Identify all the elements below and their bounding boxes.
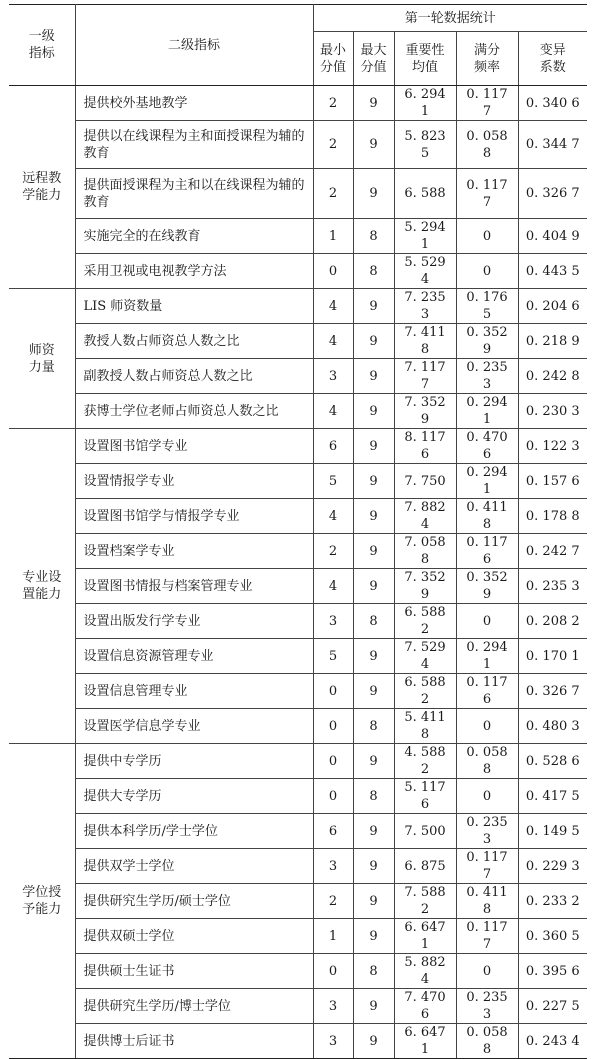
importance-mean: 7. 750 — [394, 464, 456, 499]
importance-mean: 7. 352 9 — [394, 569, 456, 604]
level2-indicator: 提供双学士学位 — [75, 849, 313, 884]
full-score-frequency: 0. 117 7 — [456, 86, 518, 121]
table-row — [9, 674, 587, 709]
importance-mean: 6. 647 1 — [394, 919, 456, 954]
min-value: 2 — [313, 169, 353, 219]
level2-indicator: 设置信息资源管理专业 — [75, 639, 313, 674]
max-value: 8 — [353, 709, 394, 744]
max-value: 9 — [353, 429, 394, 464]
table-row — [9, 464, 587, 499]
importance-mean: 5. 823 5 — [394, 121, 456, 169]
level2-indicator: 提供中专学历 — [75, 744, 313, 779]
variation-coefficient: 0. 417 5 — [518, 779, 587, 814]
max-value: 9 — [353, 359, 394, 394]
full-score-frequency: 0. 294 1 — [456, 464, 518, 499]
max-value: 9 — [353, 674, 394, 709]
variation-coefficient: 0. 218 9 — [518, 324, 587, 359]
min-value: 1 — [313, 919, 353, 954]
max-value: 8 — [353, 954, 394, 989]
importance-mean: 5. 294 1 — [394, 219, 456, 254]
level2-indicator: 设置信息管理专业 — [75, 674, 313, 709]
importance-mean: 6. 588 2 — [394, 604, 456, 639]
table-row — [9, 954, 587, 989]
max-value: 9 — [353, 884, 394, 919]
importance-mean: 7. 882 4 — [394, 499, 456, 534]
full-score-frequency: 0. 235 3 — [456, 989, 518, 1024]
max-value: 9 — [353, 1024, 394, 1059]
importance-mean: 7. 500 — [394, 814, 456, 849]
full-score-frequency: 0 — [456, 779, 518, 814]
level2-indicator: 采用卫视或电视教学方法 — [75, 254, 313, 289]
variation-coefficient: 0. 170 1 — [518, 639, 587, 674]
importance-mean: 7. 411 8 — [394, 324, 456, 359]
min-value: 2 — [313, 86, 353, 121]
table-row — [9, 534, 587, 569]
level2-indicator: 设置医学信息学专业 — [75, 709, 313, 744]
level2-indicator: 获博士学位老师占师资总人数之比 — [75, 394, 313, 429]
header-round1: 第一轮数据统计 — [313, 5, 587, 32]
importance-mean: 7. 352 9 — [394, 394, 456, 429]
max-value: 9 — [353, 86, 394, 121]
min-value: 6 — [313, 814, 353, 849]
max-value: 9 — [353, 289, 394, 324]
level2-indicator: 提供以在线课程为主和面授课程为辅的教育 — [75, 121, 313, 169]
variation-coefficient: 0. 443 5 — [518, 254, 587, 289]
full-score-frequency: 0. 294 1 — [456, 639, 518, 674]
table-row — [9, 604, 587, 639]
full-score-frequency: 0. 411 8 — [456, 884, 518, 919]
max-value: 8 — [353, 254, 394, 289]
importance-mean: 7. 235 3 — [394, 289, 456, 324]
variation-coefficient: 0. 235 3 — [518, 569, 587, 604]
max-value: 9 — [353, 919, 394, 954]
level2-indicator: 设置图书情报与档案管理专业 — [75, 569, 313, 604]
level2-indicator: 副教授人数占师资总人数之比 — [75, 359, 313, 394]
min-value: 0 — [313, 674, 353, 709]
importance-mean: 7. 058 8 — [394, 534, 456, 569]
full-score-frequency: 0. 352 9 — [456, 324, 518, 359]
max-value: 9 — [353, 744, 394, 779]
min-value: 0 — [313, 744, 353, 779]
variation-coefficient: 0. 242 7 — [518, 534, 587, 569]
table-row — [9, 394, 587, 429]
min-value: 4 — [313, 289, 353, 324]
table-row — [9, 709, 587, 744]
level2-indicator: 设置情报学专业 — [75, 464, 313, 499]
table-row — [9, 169, 587, 219]
min-value: 2 — [313, 121, 353, 169]
importance-mean: 4. 588 2 — [394, 744, 456, 779]
header-mean: 重要性 均值 — [394, 32, 456, 86]
min-value: 6 — [313, 429, 353, 464]
max-value: 8 — [353, 779, 394, 814]
min-value: 4 — [313, 324, 353, 359]
importance-mean: 6. 875 — [394, 849, 456, 884]
variation-coefficient: 0. 243 4 — [518, 1024, 587, 1059]
level2-indicator: 提供校外基地教学 — [75, 86, 313, 121]
importance-mean: 6. 647 1 — [394, 1024, 456, 1059]
variation-coefficient: 0. 208 2 — [518, 604, 587, 639]
table-row — [9, 569, 587, 604]
table-row — [9, 219, 587, 254]
full-score-frequency: 0. 470 6 — [456, 429, 518, 464]
table-row — [9, 86, 587, 121]
min-value: 4 — [313, 499, 353, 534]
max-value: 9 — [353, 849, 394, 884]
variation-coefficient: 0. 204 6 — [518, 289, 587, 324]
variation-coefficient: 0. 404 9 — [518, 219, 587, 254]
importance-mean: 6. 588 2 — [394, 674, 456, 709]
full-score-frequency: 0. 117 6 — [456, 534, 518, 569]
min-value: 3 — [313, 849, 353, 884]
importance-mean: 5. 529 4 — [394, 254, 456, 289]
min-value: 2 — [313, 534, 353, 569]
full-score-frequency: 0 — [456, 219, 518, 254]
table-row — [9, 849, 587, 884]
table-row — [9, 779, 587, 814]
full-score-frequency: 0 — [456, 709, 518, 744]
min-value: 3 — [313, 604, 353, 639]
full-score-frequency: 0. 058 8 — [456, 744, 518, 779]
table-row — [9, 324, 587, 359]
table-row — [9, 289, 587, 324]
min-value: 2 — [313, 884, 353, 919]
level2-indicator: 设置图书馆学与情报学专业 — [75, 499, 313, 534]
header-level2: 二级指标 — [75, 5, 313, 86]
full-score-frequency: 0 — [456, 604, 518, 639]
header-level1: 一级 指标 — [9, 5, 75, 86]
max-value: 8 — [353, 219, 394, 254]
full-score-frequency: 0 — [456, 954, 518, 989]
variation-coefficient: 0. 157 6 — [518, 464, 587, 499]
header-freq: 满分 频率 — [456, 32, 518, 86]
variation-coefficient: 0. 233 2 — [518, 884, 587, 919]
min-value: 1 — [313, 219, 353, 254]
full-score-frequency: 0. 117 6 — [456, 674, 518, 709]
importance-mean: 6. 294 1 — [394, 86, 456, 121]
min-value: 4 — [313, 569, 353, 604]
full-score-frequency: 0. 176 5 — [456, 289, 518, 324]
level2-indicator: 设置图书馆学专业 — [75, 429, 313, 464]
max-value: 8 — [353, 604, 394, 639]
variation-coefficient: 0. 230 3 — [518, 394, 587, 429]
full-score-frequency: 0 — [456, 254, 518, 289]
full-score-frequency: 0. 117 7 — [456, 169, 518, 219]
variation-coefficient: 0. 122 3 — [518, 429, 587, 464]
min-value: 0 — [313, 709, 353, 744]
min-value: 3 — [313, 989, 353, 1024]
importance-mean: 7. 588 2 — [394, 884, 456, 919]
level1-indicator: 师资 力量 — [9, 289, 75, 429]
level1-indicator: 专业设 置能力 — [9, 429, 75, 744]
variation-coefficient: 0. 229 3 — [518, 849, 587, 884]
table-row — [9, 814, 587, 849]
max-value: 9 — [353, 639, 394, 674]
min-value: 5 — [313, 464, 353, 499]
variation-coefficient: 0. 326 7 — [518, 674, 587, 709]
min-value: 0 — [313, 254, 353, 289]
header-cv: 变异 系数 — [518, 32, 587, 86]
full-score-frequency: 0. 235 3 — [456, 814, 518, 849]
header-min: 最小 分值 — [313, 32, 353, 86]
full-score-frequency: 0. 058 8 — [456, 1024, 518, 1059]
max-value: 9 — [353, 394, 394, 429]
table-row — [9, 639, 587, 674]
max-value: 9 — [353, 534, 394, 569]
level2-indicator: 提供博士后证书 — [75, 1024, 313, 1059]
level2-indicator: 提供本科学历/学士学位 — [75, 814, 313, 849]
level2-indicator: 提供大专学历 — [75, 779, 313, 814]
variation-coefficient: 0. 178 8 — [518, 499, 587, 534]
max-value: 9 — [353, 814, 394, 849]
level1-indicator: 学位授 予能力 — [9, 744, 75, 1059]
min-value: 0 — [313, 954, 353, 989]
table-row — [9, 429, 587, 464]
level2-indicator: 教授人数占师资总人数之比 — [75, 324, 313, 359]
variation-coefficient: 0. 480 3 — [518, 709, 587, 744]
min-value: 5 — [313, 639, 353, 674]
min-value: 3 — [313, 359, 353, 394]
importance-mean: 5. 411 8 — [394, 709, 456, 744]
table-row — [9, 1024, 587, 1059]
max-value: 9 — [353, 324, 394, 359]
level2-indicator: 设置出版发行学专业 — [75, 604, 313, 639]
full-score-frequency: 0. 235 3 — [456, 359, 518, 394]
min-value: 4 — [313, 394, 353, 429]
variation-coefficient: 0. 344 7 — [518, 121, 587, 169]
importance-mean: 5. 882 4 — [394, 954, 456, 989]
importance-mean: 7. 470 6 — [394, 989, 456, 1024]
importance-mean: 5. 117 6 — [394, 779, 456, 814]
importance-mean: 8. 117 6 — [394, 429, 456, 464]
variation-coefficient: 0. 326 7 — [518, 169, 587, 219]
importance-mean: 7. 117 7 — [394, 359, 456, 394]
variation-coefficient: 0. 242 8 — [518, 359, 587, 394]
max-value: 9 — [353, 121, 394, 169]
table-row — [9, 499, 587, 534]
level2-indicator: 提供研究生学历/博士学位 — [75, 989, 313, 1024]
full-score-frequency: 0. 411 8 — [456, 499, 518, 534]
table-row — [9, 744, 587, 779]
max-value: 9 — [353, 989, 394, 1024]
level1-indicator: 远程教 学能力 — [9, 86, 75, 289]
variation-coefficient: 0. 360 5 — [518, 919, 587, 954]
level2-indicator: 提供硕士生证书 — [75, 954, 313, 989]
full-score-frequency: 0. 294 1 — [456, 394, 518, 429]
variation-coefficient: 0. 149 5 — [518, 814, 587, 849]
level2-indicator: 提供面授课程为主和以在线课程为辅的教育 — [75, 169, 313, 219]
variation-coefficient: 0. 528 6 — [518, 744, 587, 779]
full-score-frequency: 0. 117 7 — [456, 849, 518, 884]
level2-indicator: 提供双硕士学位 — [75, 919, 313, 954]
table-row — [9, 989, 587, 1024]
variation-coefficient: 0. 395 6 — [518, 954, 587, 989]
level2-indicator: 实施完全的在线教育 — [75, 219, 313, 254]
level2-indicator: 提供研究生学历/硕士学位 — [75, 884, 313, 919]
min-value: 3 — [313, 1024, 353, 1059]
max-value: 9 — [353, 464, 394, 499]
variation-coefficient: 0. 227 5 — [518, 989, 587, 1024]
table-row — [9, 884, 587, 919]
full-score-frequency: 0. 352 9 — [456, 569, 518, 604]
table-row — [9, 919, 587, 954]
max-value: 9 — [353, 499, 394, 534]
level2-indicator: 设置档案学专业 — [75, 534, 313, 569]
full-score-frequency: 0. 117 7 — [456, 919, 518, 954]
table-row — [9, 254, 587, 289]
max-value: 9 — [353, 569, 394, 604]
min-value: 0 — [313, 779, 353, 814]
table-body — [9, 86, 587, 1059]
importance-mean: 7. 529 4 — [394, 639, 456, 674]
importance-mean: 6. 588 — [394, 169, 456, 219]
table-row — [9, 121, 587, 169]
table-row — [9, 359, 587, 394]
full-score-frequency: 0. 058 8 — [456, 121, 518, 169]
level2-indicator: LIS 师资数量 — [75, 289, 313, 324]
max-value: 9 — [353, 169, 394, 219]
variation-coefficient: 0. 340 6 — [525, 95, 580, 111]
statistics-table — [9, 4, 587, 1059]
header-max: 最大 分值 — [353, 32, 394, 86]
